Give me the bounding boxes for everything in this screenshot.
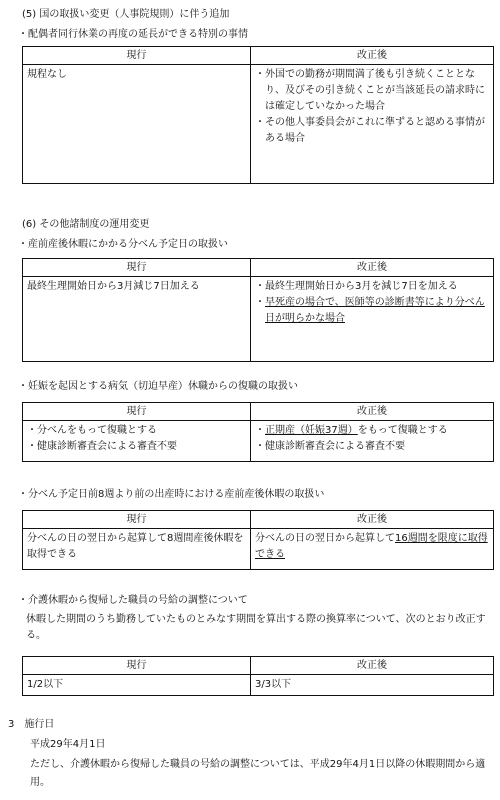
section-6d-paragraph: 休暇した期間のうち勤務していたものとみなす期間を算出する際の換算率について、次のとおり改正する。 — [26, 614, 486, 641]
table-header — [23, 657, 493, 675]
section-6c-subheading: ・分べん予定日前8週より前の出産時における産前産後休暇の取扱い — [18, 489, 325, 500]
table-5 — [22, 46, 494, 184]
table-row — [23, 675, 493, 695]
section-6b-subheading: ・妊娠を起因とする病気（切迫早産）休職からの復職の取扱い — [18, 381, 298, 392]
table-row — [23, 65, 493, 183]
header-revised: 改正後 — [357, 50, 387, 61]
header-current: 現行 — [23, 259, 251, 276]
section-6a-subheading: ・産前産後休暇にかかる分べん予定日の取扱い — [18, 239, 228, 250]
table-6c — [22, 510, 494, 570]
table-6d — [22, 656, 494, 696]
header-revised: 改正後 — [357, 262, 387, 273]
table-row — [23, 277, 493, 361]
table-row — [23, 529, 493, 569]
cell-current: ・ 分べんをもって復職とする ・ 健康診断審査会による審査不要 — [23, 421, 251, 461]
cell-current: 最終生理開始日から3月減じ7日加える — [23, 277, 251, 361]
effective-date: 平成29年4月1日 — [30, 739, 106, 750]
table-row — [23, 421, 493, 461]
table-6a — [22, 258, 494, 362]
section-6-heading: (6) その他諸制度の運用変更 — [22, 219, 150, 230]
section-3-heading: 3 施行日 — [8, 719, 55, 730]
table-header — [23, 47, 493, 65]
list-item: ・ 早死産の場合で、医師等の診断書等により分べん日が明らかな場合 — [255, 297, 485, 324]
cell-current: 規程なし — [23, 65, 251, 183]
table-6b — [22, 402, 494, 462]
cell-current: 分べんの日の翌日から起算して8週間産後休暇を取得できる — [23, 529, 251, 569]
header-current: 現行 — [23, 511, 251, 528]
header-current: 現行 — [23, 657, 251, 674]
effective-date-note: ただし、介護休暇から復帰した職員の号給の調整については、平成29年4月1日以降の休暇期間から適用。 — [30, 759, 486, 788]
cell-revised — [251, 277, 493, 361]
list-item: ・ 外国での勤務が期間満了後も引き続くこととなり、及びその引き続くことが当該延長の請求時には確定していなかった場合 — [255, 69, 485, 112]
cell-current: 1/2以下 — [23, 675, 251, 695]
section-5-subheading: ・配偶者同行休業の再度の延長ができる特別の事情 — [18, 29, 248, 40]
section-6d-subheading: ・介護休暇から復帰した職員の号給の調整について — [18, 595, 248, 606]
header-revised: 改正後 — [357, 514, 387, 525]
header-current: 現行 — [23, 403, 251, 420]
list-item: ・ その他人事委員会がこれに準ずると認める事情がある場合 — [255, 117, 485, 144]
header-revised: 改正後 — [357, 660, 387, 671]
cell-revised: 3/3以下 — [255, 679, 292, 690]
cell-revised: ・ 正期産（妊娠37週）をもって復職とする ・ 健康診断審査会による審査不要 — [255, 425, 448, 452]
list-item: ・ 最終生理開始日から3月を減じ7日を加える — [255, 281, 458, 292]
cell-revised — [251, 65, 493, 183]
table-header — [23, 511, 493, 529]
table-header — [23, 403, 493, 421]
table-header — [23, 259, 493, 277]
cell-revised: 分べんの日の翌日から起算して16週間を限度に取得できる — [255, 533, 488, 560]
header-revised: 改正後 — [357, 406, 387, 417]
header-current: 現行 — [23, 47, 251, 64]
section-5-heading: (5) 国の取扱い変更（人事院規則）に伴う追加 — [22, 9, 230, 20]
